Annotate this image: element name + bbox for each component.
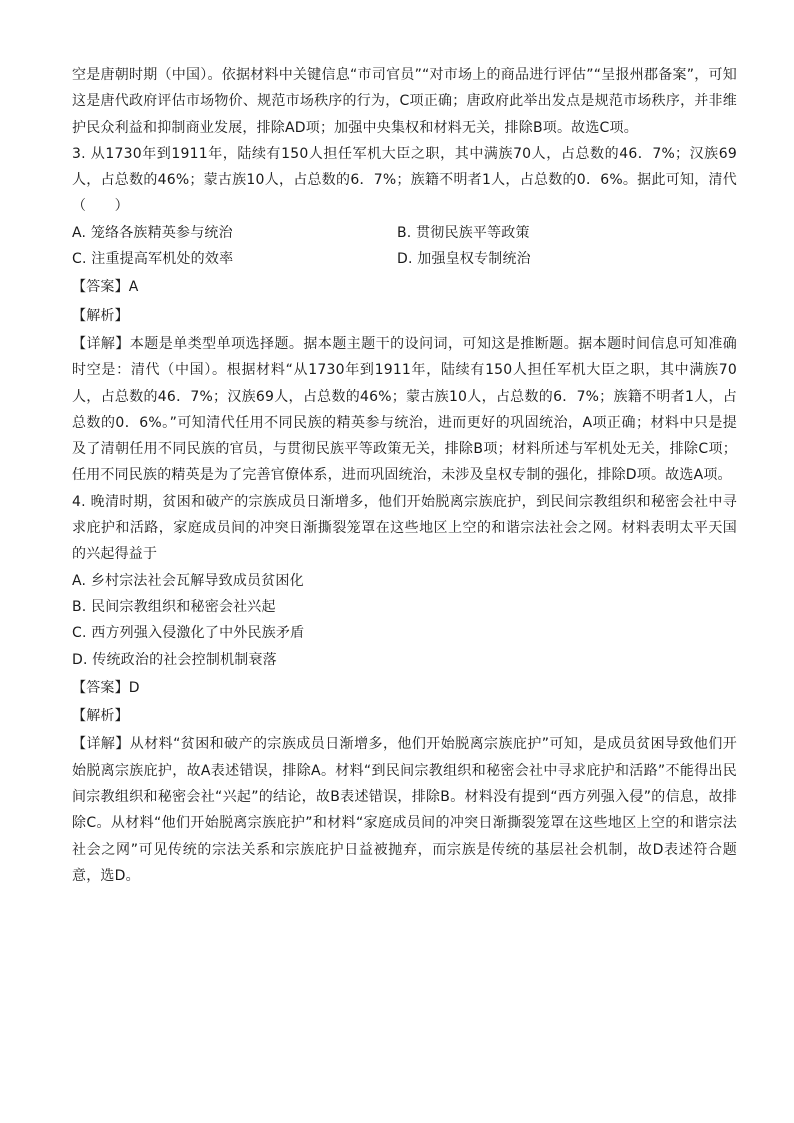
q3-analysis-label: 【解析】 (72, 307, 129, 324)
q3-stem: 3. 从1730年到1911年，陆续有150人担任军机大臣之职，其中满族70人，占总数的46．7%；汉族69人，占总数的46%；蒙古族10人，占总数的6．7%；族籍不明者1人，占总数的0．6%。据此可知，清代（ ） (72, 145, 737, 215)
q4-option-a: A. 乡村宗法社会瓦解导致成员贫困化 (72, 572, 304, 589)
q3-answer: 【答案】A (72, 279, 139, 296)
q4-option-d: D. 传统政治的社会控制机制衰落 (72, 651, 277, 668)
document-page (72, 62, 737, 889)
q2-analysis-tail: 空是唐朝时期（中国）。依据材料中关键信息“市司官员”“对市场上的商品进行评估”“呈报州郡备案”，可知这是唐代政府评估市场物价、规范市场秩序的行为，C项正确；唐政府此举出发点是规范市场秩序，并非维护民众利益和抑制商业发展，排除AD项；加强中央集权和材料无关，排除B项。故选C项。 (72, 67, 737, 136)
q3-option-b: B. 贯彻民族平等政策 (397, 224, 530, 241)
q4-option-c: C. 西方列强入侵激化了中外民族矛盾 (72, 625, 305, 642)
q4-detail: 【详解】从材料“贫困和破产的宗族成员日渐增多，他们开始脱离宗族庇护”可知，是成员贫困导致他们开始脱离宗族庇护，故A表述错误，排除A。材料“到民间宗教组织和秘密会社中寻求庇护和活路”不能得出民间宗教组织和秘密会社“兴起”的结论，故B表述错误，排除B。材料没有提到“西方列强入侵”的信息，故排除C。从材料“他们开始脱离宗族庇护”和材料“家庭成员间的冲突日渐撕裂笼罩在这些地区上空的和谐宗法社会之网”可见传统的宗法关系和宗族庇护日益被抛弃，而宗族是传统的基层社会机制，故D表述符合题意，选D。 (72, 736, 737, 884)
q3-option-a: A. 笼络各族精英参与统治 (72, 224, 233, 241)
q3-option-c: C. 注重提高军机处的效率 (72, 251, 234, 268)
q4-option-b: B. 民间宗教组织和秘密会社兴起 (72, 598, 276, 615)
q4-answer: 【答案】D (72, 679, 140, 696)
q3-option-d: D. 加强皇权专制统治 (397, 251, 531, 268)
q4-analysis-label: 【解析】 (72, 708, 129, 725)
q3-detail: 【详解】本题是单类型单项选择题。据本题主题干的设问词，可知这是推断题。据本题时间信息可知准确时空是：清代（中国）。根据材料“从1730年到1911年，陆续有150人担任军机大臣之职，其中满族70人，占总数的46．7%；汉族69人，占总数的46%；蒙古族10人，占总数的6．7%；族籍不明者1人，占总数的0．6%。”可知清代任用不同民族的精英参与统治，进而更好的巩固统治，A项正确；材料中只是提及了清朝任用不同民族的官员，与贯彻民族平等政策无关，排除B项；材料所述与军机处无关，排除C项；任用不同民族的精英是为了完善官僚体系，进而巩固统治，未涉及皇权专制的强化，排除D项。故选A项。 (72, 335, 737, 484)
q3-options-row-2 (72, 246, 737, 272)
q4-stem: 4. 晚清时期，贫困和破产的宗族成员日渐增多，他们开始脱离宗族庇护，到民间宗教组织和秘密会社中寻求庇护和活路，家庭成员间的冲突日渐撕裂笼罩在这些地区上空的和谐宗法社会之网。材料表明太平天国的兴起得益于 (72, 493, 737, 563)
q3-options-row-1 (72, 220, 737, 246)
